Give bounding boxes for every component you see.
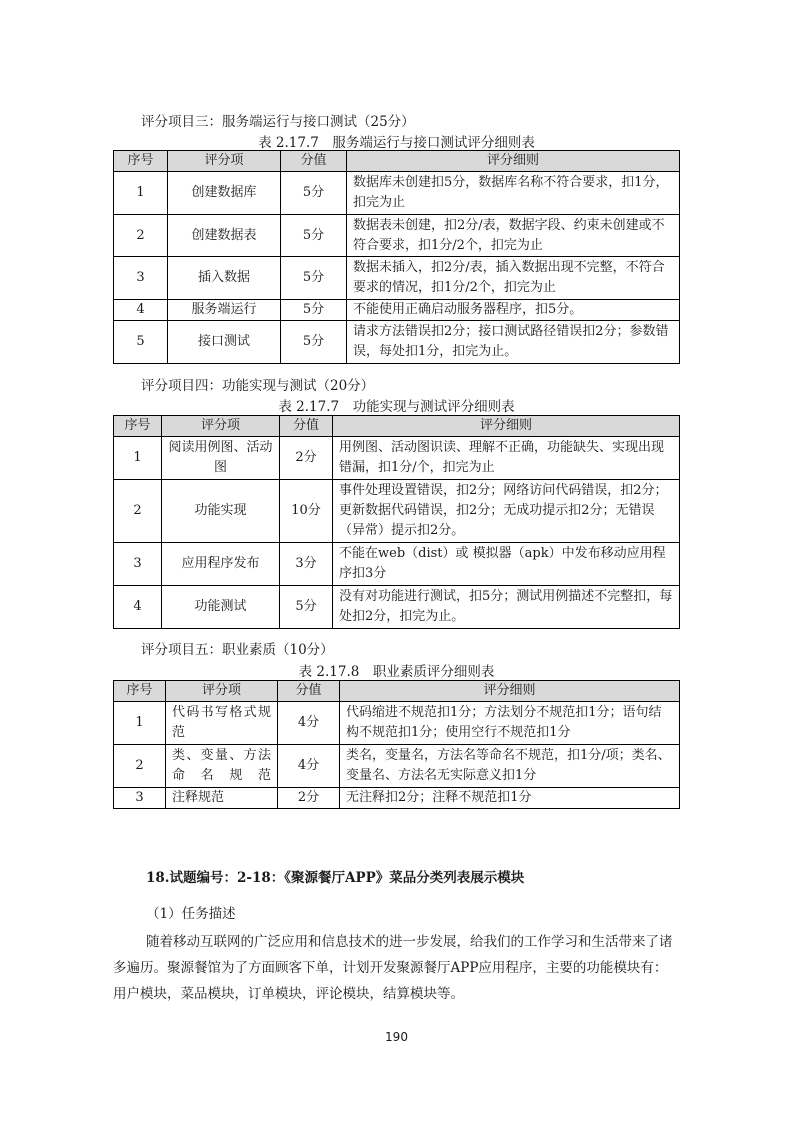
table-header-row: [114, 151, 680, 172]
table-row: [114, 215, 680, 257]
row-index: 5: [114, 321, 168, 364]
row-score: 10分: [280, 480, 333, 543]
row-detail: 数据表未创建，扣2分/表，数据字段、约束未创建或不符合要求，扣1分/2个，扣完为止: [347, 215, 680, 257]
table-row: [114, 257, 680, 300]
row-index: 3: [114, 543, 162, 586]
header-detail: 评分细则: [347, 151, 680, 172]
row-score: 3分: [280, 543, 333, 586]
task-subheading: （1）任务描述: [146, 906, 236, 922]
row-score: 4分: [278, 702, 340, 745]
header-item: 评分项: [162, 416, 280, 437]
row-detail: 事件处理设置错误，扣2分；网络访问代码错误，扣2分；更新数据代码错误，扣2分；无成功提示扣2分；无错误（异常）提示扣2分。: [333, 480, 680, 543]
row-score: 2分: [278, 788, 340, 809]
row-detail: 数据库未创建扣5分，数据库名称不符合要求，扣1分，扣完为止: [347, 172, 680, 215]
header-score: 分值: [280, 416, 333, 437]
table-row: [114, 543, 680, 586]
row-index: 1: [114, 172, 168, 215]
row-score: 5分: [281, 215, 347, 257]
row-detail: 请求方法错误扣2分；接口测试路径错误扣2分；参数错误，每处扣1分，扣完为止。: [347, 321, 680, 364]
table-header-row: [114, 416, 680, 437]
row-index: 2: [114, 215, 168, 257]
row-score: 5分: [281, 172, 347, 215]
row-detail: 用例图、活动图识读、理解不正确，功能缺失、实现出现错漏，扣1分/个，扣完为止: [333, 437, 680, 480]
section4-caption: 表 2.17.7 功能实现与测试评分细则表: [278, 399, 515, 415]
row-detail: 无注释扣2分；注释不规范扣1分: [340, 788, 680, 809]
row-score: 5分: [281, 257, 347, 300]
task-heading: 18.试题编号：2-18：《聚源餐厅APP》菜品分类列表展示模块: [146, 870, 525, 886]
row-index: 4: [114, 586, 162, 629]
table-row: [114, 172, 680, 215]
section4-table: [113, 415, 680, 629]
row-item: 应用程序发布: [162, 543, 280, 586]
row-item: 阅读用例图、活动图: [162, 437, 280, 480]
table-row: [114, 300, 680, 321]
section5-caption: 表 2.17.8 职业素质评分细则表: [298, 664, 495, 680]
row-score: 5分: [280, 586, 333, 629]
row-index: 3: [114, 257, 168, 300]
row-item: 功能实现: [162, 480, 280, 543]
header-detail: 评分细则: [340, 681, 680, 702]
section5-title: 评分项目五：职业素质（10分）: [141, 642, 334, 658]
table-row: [114, 788, 680, 809]
header-score: 分值: [281, 151, 347, 172]
table-row: [114, 437, 680, 480]
row-index: 2: [114, 745, 166, 788]
task-paragraph: 随着移动互联网的广泛应用和信息技术的进一步发展，给我们的工作学习和生活带来了诸多遍历。聚源餐馆为了方面顾客下单，计划开发聚源餐厅APP应用程序，主要的功能模块有：用户模块，菜品模块，订单模块，评论模块，结算模块等。: [113, 934, 673, 1002]
section3-caption: 表 2.17.7 服务端运行与接口测试评分细则表: [258, 135, 535, 151]
row-detail: 不能在web（dist）或 模拟器（apk）中发布移动应用程序扣3分: [333, 543, 680, 586]
row-index: 4: [114, 300, 168, 321]
row-detail: 不能使用正确启动服务器程序，扣5分。: [347, 300, 680, 321]
section4-title: 评分项目四：功能实现与测试（20分）: [141, 378, 375, 394]
row-score: 5分: [281, 300, 347, 321]
section3-table: [113, 150, 680, 364]
row-detail: 代码缩进不规范扣1分；方法划分不规范扣1分；语句结构不规范扣1分；使用空行不规范扣1分: [340, 702, 680, 745]
row-index: 2: [114, 480, 162, 543]
header-index: 序号: [114, 681, 166, 702]
section5-table: [113, 680, 680, 809]
row-item: 代码书写格式规范: [166, 702, 278, 745]
table-row: [114, 702, 680, 745]
table-row: [114, 586, 680, 629]
row-item: 创建数据表: [168, 215, 281, 257]
row-index: 1: [114, 702, 166, 745]
header-item: 评分项: [168, 151, 281, 172]
table-row: [114, 321, 680, 364]
row-index: 1: [114, 437, 162, 480]
row-detail: 数据未插入，扣2分/表，插入数据出现不完整，不符合要求的情况，扣1分/2个，扣完为止: [347, 257, 680, 300]
row-score: 4分: [278, 745, 340, 788]
table-row: [114, 745, 680, 788]
section3-title: 评分项目三：服务端运行与接口测试（25分）: [141, 114, 415, 130]
table-header-row: [114, 681, 680, 702]
row-item: 服务端运行: [168, 300, 281, 321]
row-item: 注释规范: [166, 788, 278, 809]
header-score: 分值: [278, 681, 340, 702]
header-index: 序号: [114, 151, 168, 172]
row-index: 3: [114, 788, 166, 809]
row-score: 2分: [280, 437, 333, 480]
row-score: 5分: [281, 321, 347, 364]
row-detail: 没有对功能进行测试，扣5分；测试用例描述不完整扣，每处扣2分，扣完为止。: [333, 586, 680, 629]
row-item: 功能测试: [162, 586, 280, 629]
row-item: 插入数据: [168, 257, 281, 300]
page-number: 190: [385, 1030, 408, 1044]
row-item: 类、变量、方法命名规范: [166, 745, 278, 788]
row-item: 接口测试: [168, 321, 281, 364]
row-detail: 类名，变量名，方法名等命名不规范，扣1分/项；类名、变量名、方法名无实际意义扣1分: [340, 745, 680, 788]
header-detail: 评分细则: [333, 416, 680, 437]
header-index: 序号: [114, 416, 162, 437]
header-item: 评分项: [166, 681, 278, 702]
row-item: 创建数据库: [168, 172, 281, 215]
table-row: [114, 480, 680, 543]
